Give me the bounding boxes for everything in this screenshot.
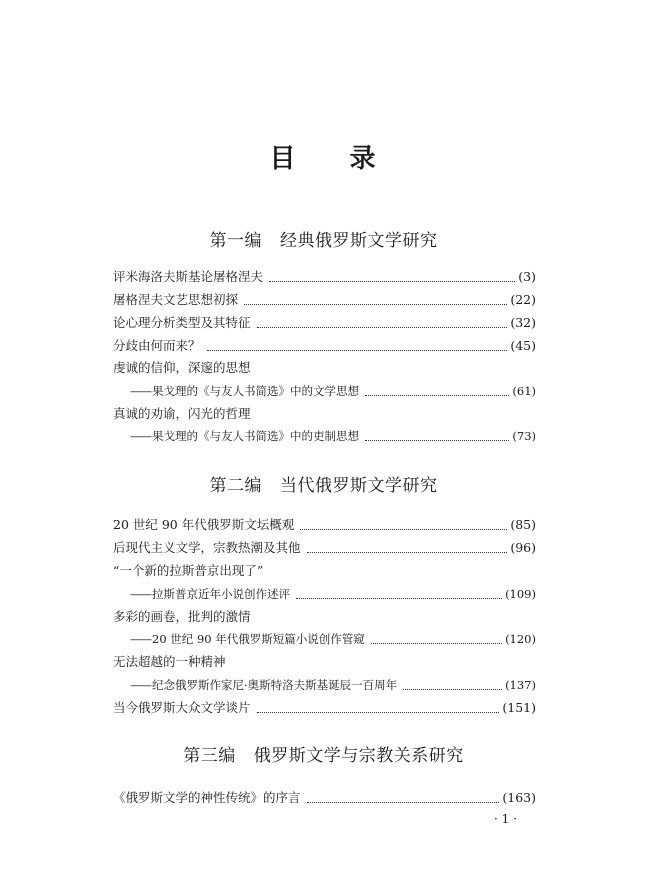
toc-entry-page: (96)	[510, 540, 536, 555]
toc-entry[interactable]	[113, 290, 536, 310]
toc-subentry-title: 果戈理的《与友人书简选》中的文学思想	[152, 384, 359, 398]
dot-leader	[365, 439, 509, 441]
toc-entry-title: 论心理分析类型及其特征	[113, 315, 251, 330]
toc-entry-page: (45)	[510, 338, 536, 353]
toc-entry[interactable]	[113, 267, 536, 287]
section-heading: 第一编 经典俄罗斯文学研究	[209, 231, 438, 251]
toc-entry-page: (3)	[518, 269, 536, 284]
toc-entry-page: (163)	[502, 790, 536, 805]
toc-entry[interactable]	[113, 515, 536, 535]
dot-leader	[365, 394, 509, 396]
toc-entry-title: 当今俄罗斯大众文学谈片	[113, 700, 251, 715]
toc-entry-page: (85)	[510, 517, 536, 532]
toc-entry-page: (61)	[512, 384, 536, 398]
page-title-right: 录	[349, 144, 378, 174]
toc-subentry-title: 20 世纪 90 年代俄罗斯短篇小说创作管窥	[152, 632, 365, 646]
subtitle-dash: ——	[130, 632, 151, 646]
toc-entry-title: 《俄罗斯文学的神性传统》的序言	[113, 790, 301, 805]
dot-leader	[300, 528, 507, 530]
toc-entry-page: (120)	[505, 632, 536, 646]
toc-entry[interactable]	[113, 698, 536, 718]
toc-entry-title: 真诚的劝谕，闪光的哲理	[113, 406, 251, 421]
dot-leader	[403, 688, 502, 690]
dot-leader	[371, 642, 502, 644]
toc-entry[interactable]	[113, 538, 536, 558]
toc-subentry[interactable]	[130, 629, 536, 649]
toc-entry[interactable]	[113, 313, 536, 333]
toc-entry-title: 无法超越的一种精神	[113, 654, 226, 669]
toc-entry-page: (32)	[510, 315, 536, 330]
toc-entry[interactable]	[113, 404, 536, 424]
subtitle-dash: ——	[130, 587, 151, 601]
page-title	[0, 138, 647, 175]
toc-subentry[interactable]	[130, 426, 536, 446]
toc-subentry[interactable]	[130, 675, 536, 695]
toc-entry[interactable]	[113, 607, 536, 627]
toc-entry[interactable]	[113, 561, 536, 581]
toc-subentry-title: 拉斯普京近年小说创作述评	[152, 587, 290, 601]
section-heading: 第三编 俄罗斯文学与宗教关系研究	[183, 746, 464, 766]
dot-leader	[207, 349, 508, 351]
toc-entry-title: 屠格涅夫文艺思想初探	[113, 292, 239, 307]
page-title-left: 目	[269, 144, 298, 174]
toc-entry-page: (151)	[502, 700, 536, 715]
toc-entry-title: 评米海洛夫斯基论屠格涅夫	[113, 269, 264, 284]
toc-subentry[interactable]	[130, 381, 536, 401]
dot-leader	[307, 551, 508, 553]
subtitle-dash: ——	[130, 429, 151, 443]
subtitle-dash: ——	[130, 678, 151, 692]
dot-leader	[257, 711, 500, 713]
toc-entry-title: 后现代主义文学，宗教热潮及其他	[113, 540, 301, 555]
toc-entry[interactable]	[113, 336, 536, 356]
toc-subentry-title: 纪念俄罗斯作家尼·奥斯特洛夫斯基诞辰一百周年	[152, 678, 398, 692]
footer-page-number: · 1 ·	[494, 812, 517, 826]
subtitle-dash: ——	[130, 384, 151, 398]
toc-entry-title: 分歧由何而来？	[113, 338, 201, 353]
toc-entry-title: 20 世纪 90 年代俄罗斯文坛概观	[113, 517, 295, 532]
toc-entry-page: (109)	[505, 587, 536, 601]
toc-entry-title: 虔诚的信仰，深邃的思想	[113, 360, 251, 375]
toc-entry[interactable]	[113, 652, 536, 672]
section-heading: 第二编 当代俄罗斯文学研究	[209, 476, 438, 496]
toc-entry-page: (22)	[510, 292, 536, 307]
toc-entry[interactable]	[113, 358, 536, 378]
toc-entry[interactable]	[113, 788, 536, 808]
toc-entry-title: “一个新的拉斯普京出现了”	[113, 563, 264, 578]
dot-leader	[244, 303, 507, 305]
dot-leader	[269, 280, 515, 282]
toc-entry-page: (73)	[512, 429, 536, 443]
dot-leader	[296, 597, 502, 599]
toc-entry-title: 多彩的画卷，批判的激情	[113, 609, 251, 624]
toc-subentry-title: 果戈理的《与友人书简选》中的吏制思想	[152, 429, 359, 443]
toc-subentry[interactable]	[130, 584, 536, 604]
dot-leader	[307, 801, 500, 803]
dot-leader	[257, 326, 508, 328]
toc-entry-page: (137)	[505, 678, 536, 692]
